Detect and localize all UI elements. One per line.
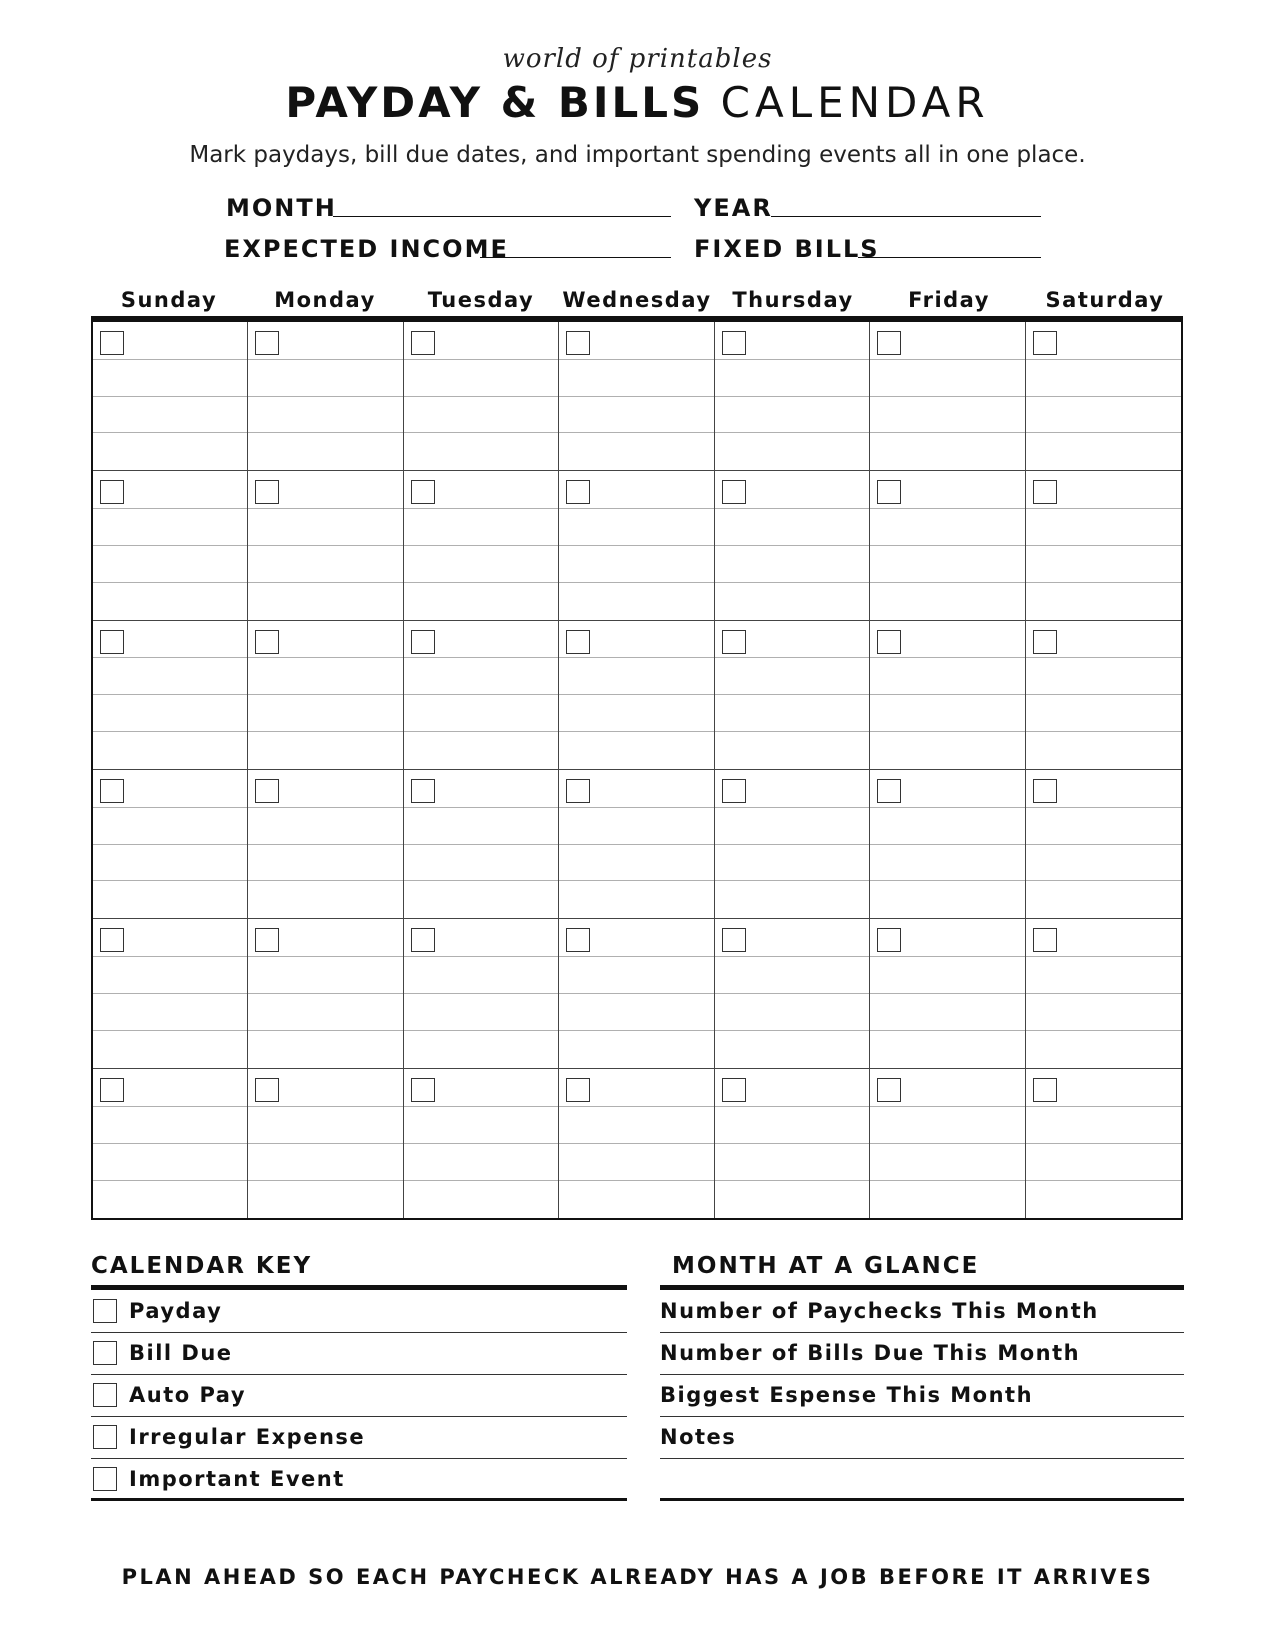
title-light: CALENDAR: [720, 78, 990, 127]
calendar-grid: [91, 320, 1183, 1220]
day-cell[interactable]: [870, 770, 1025, 919]
day-checkbox[interactable]: [877, 1078, 901, 1102]
key-checkbox[interactable]: [93, 1467, 117, 1491]
day-saturday: Saturday: [1045, 288, 1165, 312]
subtitle: Mark paydays, bill due dates, and important spending events all in one place.: [189, 142, 1086, 168]
page-title: [0, 78, 1275, 127]
day-checkbox[interactable]: [100, 1078, 124, 1102]
day-cell[interactable]: [93, 322, 248, 471]
fixed-bills-label: FIXED BILLS: [694, 235, 880, 263]
key-label: Bill Due: [129, 1341, 233, 1365]
day-checkbox[interactable]: [255, 928, 279, 952]
day-cell[interactable]: [1026, 770, 1181, 919]
day-cell[interactable]: [715, 770, 870, 919]
day-checkbox[interactable]: [566, 928, 590, 952]
day-checkbox[interactable]: [100, 331, 124, 355]
footer-tagline: PLAN AHEAD SO EACH PAYCHECK ALREADY HAS A JOB BEFORE IT ARRIVES: [121, 1565, 1154, 1589]
day-cell[interactable]: [404, 1069, 559, 1218]
day-friday: Friday: [908, 288, 990, 312]
day-checkbox[interactable]: [566, 779, 590, 803]
calendar-key-divider: [91, 1285, 627, 1290]
glance-item-notes[interactable]: [660, 1417, 1184, 1459]
key-label: Auto Pay: [129, 1383, 247, 1407]
month-label: MONTH: [226, 194, 337, 222]
day-checkbox[interactable]: [722, 1078, 746, 1102]
day-cell[interactable]: [404, 621, 559, 770]
day-checkbox[interactable]: [1033, 779, 1057, 803]
day-cell[interactable]: [248, 322, 403, 471]
day-cell[interactable]: [248, 919, 403, 1068]
day-cell[interactable]: [559, 770, 714, 919]
day-sunday: Sunday: [120, 288, 218, 312]
day-wednesday: Wednesday: [562, 288, 712, 312]
key-item-bill-due: [91, 1333, 627, 1375]
day-checkbox[interactable]: [255, 331, 279, 355]
glance-label: Number of Paychecks This Month: [660, 1299, 1099, 1323]
key-label: Important Event: [129, 1467, 345, 1491]
glance-notes-line[interactable]: [660, 1459, 1184, 1501]
key-label: Irregular Expense: [129, 1425, 366, 1449]
day-cell[interactable]: [93, 919, 248, 1068]
month-at-a-glance-title: MONTH AT A GLANCE: [672, 1253, 980, 1279]
day-cell[interactable]: [1026, 471, 1181, 620]
day-checkbox[interactable]: [411, 331, 435, 355]
day-checkbox[interactable]: [877, 630, 901, 654]
day-checkbox[interactable]: [877, 928, 901, 952]
title-bold: PAYDAY & BILLS: [285, 78, 705, 127]
glance-label: Notes: [660, 1425, 737, 1449]
day-checkbox[interactable]: [566, 331, 590, 355]
day-tuesday: Tuesday: [427, 288, 535, 312]
day-checkbox[interactable]: [100, 928, 124, 952]
key-item-important-event: [91, 1459, 627, 1501]
day-checkbox[interactable]: [566, 480, 590, 504]
day-cell[interactable]: [870, 1069, 1025, 1218]
day-cell[interactable]: [715, 322, 870, 471]
day-checkbox[interactable]: [255, 1078, 279, 1102]
key-item-irregular-expense: [91, 1417, 627, 1459]
year-field[interactable]: [771, 216, 1041, 217]
key-label: Payday: [129, 1299, 223, 1323]
day-cell[interactable]: [93, 621, 248, 770]
brand-logo: world of printables: [502, 44, 773, 74]
day-cell[interactable]: [1026, 919, 1181, 1068]
day-cell[interactable]: [1026, 322, 1181, 471]
expected-income-label: EXPECTED INCOME: [224, 235, 509, 263]
day-checkbox[interactable]: [255, 779, 279, 803]
calendar-key-title: CALENDAR KEY: [91, 1253, 313, 1279]
day-cell[interactable]: [248, 471, 403, 620]
day-cell[interactable]: [559, 1069, 714, 1218]
day-cell[interactable]: [248, 1069, 403, 1218]
day-checkbox[interactable]: [255, 630, 279, 654]
day-cell[interactable]: [93, 1069, 248, 1218]
day-cell[interactable]: [559, 471, 714, 620]
day-cell[interactable]: [404, 322, 559, 471]
key-checkbox[interactable]: [93, 1383, 117, 1407]
key-item-payday: [91, 1291, 627, 1333]
glance-item-bills-due[interactable]: [660, 1333, 1184, 1375]
day-checkbox[interactable]: [877, 480, 901, 504]
day-thursday: Thursday: [732, 288, 854, 312]
day-checkbox[interactable]: [100, 480, 124, 504]
day-monday: Monday: [274, 288, 376, 312]
day-cell[interactable]: [870, 322, 1025, 471]
month-field[interactable]: [333, 216, 671, 217]
day-checkbox[interactable]: [722, 331, 746, 355]
day-cell[interactable]: [1026, 1069, 1181, 1218]
fixed-bills-field[interactable]: [858, 257, 1041, 258]
day-cell[interactable]: [404, 471, 559, 620]
glance-label: Biggest Espense This Month: [660, 1383, 1034, 1407]
glance-label: Number of Bills Due This Month: [660, 1341, 1081, 1365]
key-checkbox[interactable]: [93, 1425, 117, 1449]
weekday-header: [91, 288, 1183, 312]
year-label: YEAR: [694, 194, 773, 222]
day-checkbox[interactable]: [566, 630, 590, 654]
day-checkbox[interactable]: [411, 480, 435, 504]
day-cell[interactable]: [93, 770, 248, 919]
day-checkbox[interactable]: [877, 779, 901, 803]
day-checkbox[interactable]: [1033, 928, 1057, 952]
day-checkbox[interactable]: [100, 779, 124, 803]
day-cell[interactable]: [715, 1069, 870, 1218]
key-checkbox[interactable]: [93, 1341, 117, 1365]
day-checkbox[interactable]: [722, 779, 746, 803]
day-checkbox[interactable]: [722, 630, 746, 654]
day-checkbox[interactable]: [1033, 630, 1057, 654]
day-checkbox[interactable]: [411, 779, 435, 803]
day-cell[interactable]: [559, 621, 714, 770]
day-checkbox[interactable]: [411, 1078, 435, 1102]
glance-item-biggest-expense[interactable]: [660, 1375, 1184, 1417]
day-cell[interactable]: [715, 919, 870, 1068]
day-cell[interactable]: [404, 770, 559, 919]
day-cell[interactable]: [93, 471, 248, 620]
day-checkbox[interactable]: [100, 630, 124, 654]
key-checkbox[interactable]: [93, 1299, 117, 1323]
day-cell[interactable]: [559, 322, 714, 471]
day-checkbox[interactable]: [411, 928, 435, 952]
day-cell[interactable]: [248, 621, 403, 770]
day-cell[interactable]: [870, 621, 1025, 770]
day-cell[interactable]: [404, 919, 559, 1068]
day-checkbox[interactable]: [722, 480, 746, 504]
day-checkbox[interactable]: [1033, 480, 1057, 504]
day-cell[interactable]: [870, 471, 1025, 620]
day-checkbox[interactable]: [566, 1078, 590, 1102]
day-checkbox[interactable]: [255, 480, 279, 504]
day-cell[interactable]: [1026, 621, 1181, 770]
day-cell[interactable]: [715, 471, 870, 620]
glance-divider: [660, 1285, 1184, 1290]
day-checkbox[interactable]: [1033, 331, 1057, 355]
expected-income-field[interactable]: [480, 257, 671, 258]
day-cell[interactable]: [559, 919, 714, 1068]
day-cell[interactable]: [870, 919, 1025, 1068]
day-cell[interactable]: [248, 770, 403, 919]
day-checkbox[interactable]: [877, 331, 901, 355]
key-item-auto-pay: [91, 1375, 627, 1417]
day-cell[interactable]: [715, 621, 870, 770]
day-checkbox[interactable]: [411, 630, 435, 654]
day-checkbox[interactable]: [1033, 1078, 1057, 1102]
day-checkbox[interactable]: [722, 928, 746, 952]
glance-item-paychecks[interactable]: [660, 1291, 1184, 1333]
